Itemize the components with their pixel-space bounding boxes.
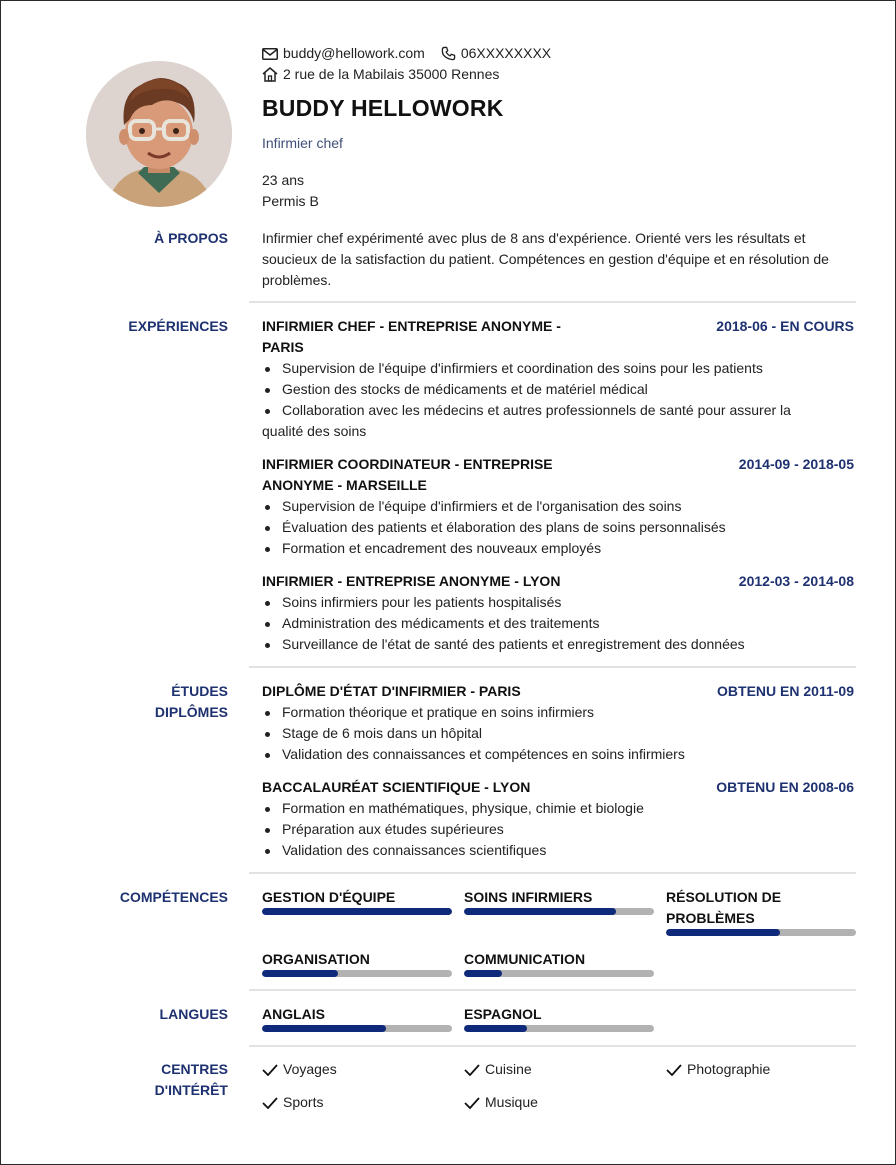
language-level-fill bbox=[262, 1025, 386, 1032]
skill-item bbox=[464, 887, 654, 908]
language-item bbox=[262, 1004, 452, 1025]
list-item: Supervision de l'équipe d'infirmiers et coordination des soins pour les patients bbox=[262, 358, 856, 379]
list-item: Administration des médicaments et des traitements bbox=[262, 613, 856, 634]
experience-title-line: PARIS bbox=[262, 339, 304, 355]
skill-name-line: PROBLÈMES bbox=[666, 910, 755, 926]
envelope-icon bbox=[262, 48, 278, 60]
language-item bbox=[464, 1004, 654, 1025]
section-label-experiences: EXPÉRIENCES bbox=[128, 318, 228, 334]
skill-level-bar bbox=[666, 929, 856, 936]
interest-label: Cuisine bbox=[485, 1061, 532, 1077]
address-text: 2 rue de la Mabilais 35000 Rennes bbox=[283, 66, 500, 82]
address-item bbox=[262, 64, 499, 85]
list-item: Soins infirmiers pour les patients hospitalisés bbox=[262, 592, 856, 613]
interest-item bbox=[262, 1092, 323, 1113]
interest-label: Sports bbox=[283, 1094, 324, 1110]
section-label-line: ÉTUDES bbox=[171, 683, 228, 699]
language-name: ANGLAIS bbox=[262, 1006, 325, 1022]
section-label-about: À PROPOS bbox=[154, 230, 228, 246]
skill-name: ORGANISATION bbox=[262, 951, 370, 967]
experience-date: 2018-06 - EN COURS bbox=[716, 318, 854, 334]
list-item: Surveillance de l'état de santé des patients et enregistrement des données bbox=[262, 634, 856, 655]
divider bbox=[249, 301, 856, 303]
check-icon bbox=[262, 1097, 278, 1109]
check-icon bbox=[464, 1064, 480, 1076]
contact-block bbox=[262, 43, 567, 85]
experience-title-line: INFIRMIER COORDINATEUR - ENTREPRISE bbox=[262, 456, 553, 472]
driving-license: Permis B bbox=[262, 193, 319, 209]
divider bbox=[249, 666, 856, 668]
experience-title bbox=[262, 454, 592, 496]
interest-label: Photographie bbox=[687, 1061, 771, 1077]
divider bbox=[249, 872, 856, 874]
list-item: Validation des connaissances et compétences en soins infirmiers bbox=[262, 744, 856, 765]
list-item: Supervision de l'équipe d'infirmiers et de l'organisation des soins bbox=[262, 496, 856, 517]
list-item: Préparation aux études supérieures bbox=[262, 819, 856, 840]
education-date: OBTENU EN 2008-06 bbox=[716, 779, 854, 795]
section-label-skills: COMPÉTENCES bbox=[119, 889, 228, 905]
about-text: Infirmier chef expérimenté avec plus de 8 ans d'expérience. Orienté vers les résultats et soucieux de la satisfaction du patient. Compétences en gestion d'équipe et en résolution de problèmes. bbox=[262, 230, 829, 288]
check-icon bbox=[464, 1097, 480, 1109]
skill-level-fill bbox=[666, 929, 780, 936]
skill-level-bar bbox=[464, 908, 654, 915]
list-item: Formation théorique et pratique en soins infirmiers bbox=[262, 702, 856, 723]
language-level-bar bbox=[464, 1025, 654, 1032]
section-label-line: DIPLÔMES bbox=[154, 704, 228, 720]
interest-label: Voyages bbox=[283, 1061, 337, 1077]
language-name: ESPAGNOL bbox=[464, 1006, 542, 1022]
phone-item[interactable] bbox=[441, 43, 551, 64]
interest-item bbox=[464, 1092, 538, 1113]
skill-level-fill bbox=[262, 970, 338, 977]
skill-level-fill bbox=[464, 908, 616, 915]
check-icon bbox=[666, 1064, 682, 1076]
language-level-bar bbox=[262, 1025, 452, 1032]
skill-level-bar bbox=[262, 908, 452, 915]
experience-bullets bbox=[262, 358, 856, 442]
experience-title-line: INFIRMIER CHEF - ENTREPRISE ANONYME - bbox=[262, 318, 561, 334]
experience-title: INFIRMIER - ENTREPRISE ANONYME - LYON bbox=[262, 573, 561, 589]
list-item-continuation: qualité des soins bbox=[262, 423, 367, 439]
section-label-languages: LANGUES bbox=[159, 1006, 228, 1022]
experience-bullets bbox=[262, 496, 856, 559]
section-label-education bbox=[78, 681, 228, 723]
phone-icon bbox=[441, 46, 456, 61]
phone-text: 06XXXXXXXX bbox=[460, 45, 552, 61]
skill-level-fill bbox=[464, 970, 502, 977]
education-date: OBTENU EN 2011-09 bbox=[717, 683, 854, 699]
email-text: buddy@hellowork.com bbox=[283, 45, 425, 61]
person-name: BUDDY HELLOWORK bbox=[262, 95, 504, 121]
divider bbox=[249, 1045, 856, 1047]
interest-item bbox=[666, 1059, 770, 1080]
language-level-fill bbox=[464, 1025, 527, 1032]
skill-name bbox=[666, 887, 856, 929]
interest-item bbox=[262, 1059, 337, 1080]
list-item: Gestion des stocks de médicaments et de matériel médical bbox=[262, 379, 856, 400]
experience-date: 2012-03 - 2014-08 bbox=[738, 573, 854, 589]
list-item: Collaboration avec les médecins et autres professionnels de santé pour assurer la bbox=[262, 400, 856, 421]
skill-name: SOINS INFIRMIERS bbox=[464, 889, 593, 905]
skill-name: COMMUNICATION bbox=[464, 951, 586, 967]
skill-item bbox=[262, 887, 452, 908]
skill-level-bar bbox=[464, 970, 654, 977]
list-item: Formation en mathématiques, physique, chimie et biologie bbox=[262, 798, 856, 819]
experience-title-line: ANONYME - MARSEILLE bbox=[262, 477, 427, 493]
list-item: Stage de 6 mois dans un hôpital bbox=[262, 723, 856, 744]
list-item: Formation et encadrement des nouveaux employés bbox=[262, 538, 856, 559]
job-title: Infirmier chef bbox=[262, 135, 343, 151]
section-label-interests bbox=[78, 1059, 228, 1101]
list-item: Validation des connaissances scientifiques bbox=[262, 840, 856, 861]
experience-date: 2014-09 - 2018-05 bbox=[738, 456, 854, 472]
check-icon bbox=[262, 1064, 278, 1076]
avatar bbox=[86, 61, 232, 207]
education-title: BACCALAURÉAT SCIENTIFIQUE - LYON bbox=[262, 779, 531, 795]
education-title: DIPLÔME D'ÉTAT D'INFIRMIER - PARIS bbox=[262, 683, 521, 699]
skill-item bbox=[262, 949, 452, 970]
interest-label: Musique bbox=[485, 1094, 538, 1110]
interest-item bbox=[464, 1059, 532, 1080]
skill-level-bar bbox=[262, 970, 452, 977]
list-item: Évaluation des patients et élaboration des plans de soins personnalisés bbox=[262, 517, 856, 538]
skill-name: GESTION D'ÉQUIPE bbox=[262, 889, 396, 905]
education-bullets bbox=[262, 702, 856, 765]
section-label-line: CENTRES bbox=[161, 1061, 228, 1077]
experience-bullets bbox=[262, 592, 856, 655]
skill-level-fill bbox=[262, 908, 452, 915]
experience-title bbox=[262, 316, 592, 358]
education-bullets bbox=[262, 798, 856, 861]
divider bbox=[249, 989, 856, 991]
skill-item bbox=[666, 887, 856, 929]
section-label-line: D'INTÉRÊT bbox=[154, 1082, 228, 1098]
email-item[interactable] bbox=[262, 43, 425, 64]
home-icon bbox=[262, 67, 278, 82]
age: 23 ans bbox=[262, 172, 305, 188]
skill-name-line: RÉSOLUTION DE bbox=[666, 889, 782, 905]
skill-item bbox=[464, 949, 654, 970]
